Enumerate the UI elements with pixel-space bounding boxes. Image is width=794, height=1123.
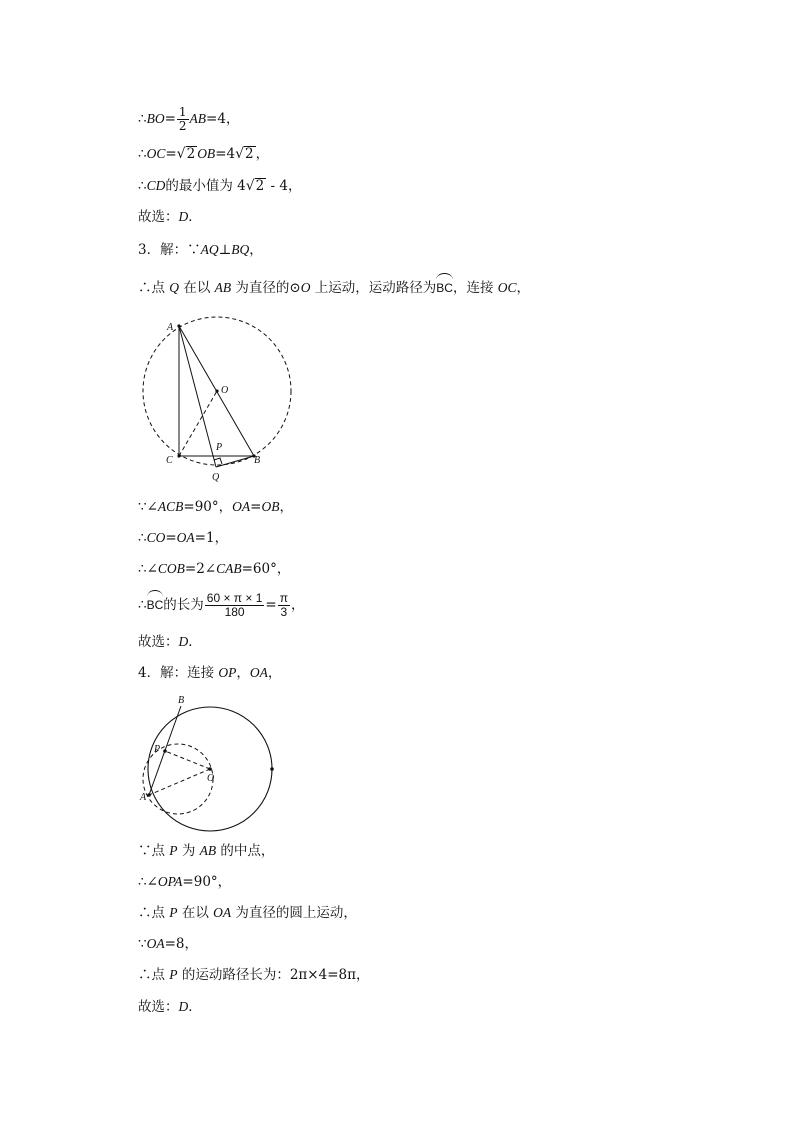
equals: = [265,597,277,613]
text: ， [291,597,305,613]
text: ， [236,665,250,681]
text: ， [267,665,282,681]
text: - 4， [266,178,302,194]
text: 上运动，运动路径为 [310,280,437,296]
sqrt-value: 2 [186,146,196,162]
var-q: Q [169,280,180,295]
text: ． [188,209,202,225]
var-oa: OA [232,499,251,514]
numerator: 60 × π × 1 [206,591,263,605]
text: =90°， [182,874,232,890]
label-p: P [216,442,223,453]
therefore-symbol: ∴ [138,530,147,546]
var-ab: AB [189,111,207,126]
question-4-head [138,664,281,682]
text: =4 [215,146,236,162]
line-arc-length [138,592,305,619]
text: 故选： [138,209,179,225]
therefore-symbol: ∴ [138,146,147,162]
text: 的运动路径长为：2π×4=8π， [177,967,370,983]
var-oa: OA [176,530,195,545]
figure-two-circles [136,692,282,832]
label-b: B [178,695,185,706]
var-oa: OA [146,936,165,951]
text: 的中点， [216,843,275,859]
var-p: P [169,967,178,982]
therefore-symbol: ∴ [138,597,147,613]
text: ∵点 [138,843,170,859]
var-bo: BO [146,111,165,126]
var-opa: OPA [157,874,183,889]
var-cd: CD [146,178,166,193]
text: =8， [164,936,198,952]
text: 为直径的圆上运动， [231,905,357,921]
line-path-length [138,966,369,984]
label-a: A [167,322,174,333]
therefore-angle: ∴∠ [138,561,158,577]
label-o: O [221,385,229,396]
answer-letter: D [178,999,189,1014]
var-op: OP [218,665,237,680]
var-ob: OB [197,146,216,161]
var-acb: ACB [157,499,184,514]
var-cob: COB [157,561,185,576]
point-o [215,389,218,392]
equals: = [164,111,176,127]
text: 的长为 [163,597,204,613]
point-o [208,767,212,771]
text: ． [188,999,202,1015]
fraction-half [177,106,189,133]
label-o: O [207,773,215,784]
label-a: A [140,792,147,803]
point-a [147,793,151,797]
therefore-angle: ∴∠ [138,874,158,890]
text: ， [279,499,293,515]
segment-aq [179,326,216,467]
text: =1， [194,530,229,546]
question-3-head [138,241,263,259]
text: ， [249,242,263,258]
fraction-arc [205,592,265,619]
numerator: 1 [178,105,187,119]
text: =90°， [183,499,233,515]
sqrt-value: 2 [255,178,265,194]
text: =2∠ [184,561,217,577]
var-oc: OC [497,280,517,295]
point-right [270,767,274,771]
point-p [163,749,167,753]
var-ab: AB [214,280,232,295]
sqrt-sign: √ [245,178,255,194]
var-perp: AQ⊥BQ [200,242,250,257]
var-oa: OA [213,905,232,920]
answer-letter: D [178,634,189,649]
text: ∴点 [138,967,170,983]
denominator: 180 [224,605,245,619]
arc-bc: BC [147,593,164,614]
sqrt-sign: √ [235,146,245,162]
line-cd [138,177,302,195]
var-ab: AB [199,843,217,858]
var-oa: OA [249,665,268,680]
line-circle-motion [138,904,357,922]
segment-op-dashed [165,751,210,769]
segment-co-dashed [179,391,217,456]
var-ob: OB [261,499,280,514]
text: =4， [206,111,240,127]
label-b: B [254,455,261,466]
text: ， [255,146,270,162]
label-c: C [166,455,173,466]
text: ． [188,634,202,650]
text: 在以 [179,280,215,296]
line-bo [138,106,239,133]
line-oa-8 [138,935,198,953]
segment-qb [216,456,254,467]
answer-line-1 [138,208,202,226]
numerator: π [279,591,289,605]
point-a [177,324,180,327]
arc-bc: BC [436,276,453,297]
line-cob [138,560,290,578]
label-p: P [154,744,161,755]
denominator: 2 [178,119,187,133]
text: 故选： [138,999,179,1015]
because-angle: ∵∠ [138,499,158,515]
equals: = [250,499,262,515]
fraction-pi-3 [278,592,290,619]
text: 4．解：连接 [138,665,219,681]
equals: = [165,530,177,546]
text: 为 [177,843,200,859]
text: 为直径的⊙ [231,280,301,296]
line-opa [138,873,231,891]
var-co: CO [146,530,166,545]
because-symbol: ∵ [138,936,147,952]
denominator: 3 [280,605,288,619]
sqrt-sign: √ [176,146,186,162]
equals: = [165,146,177,162]
figure-circle-triangle [136,310,302,486]
text: ∴点 [138,280,170,296]
text: ， [516,280,531,296]
text: =60°， [241,561,291,577]
var-p: P [169,905,178,920]
answer-line-3 [138,998,202,1016]
text: ∴点 [138,905,170,921]
text: 在以 [177,905,214,921]
var-cab: CAB [216,561,242,576]
var-oc: OC [146,146,166,161]
segment-oa-dashed [149,769,210,795]
question-3-line-2 [138,276,530,297]
label-q: Q [212,472,220,483]
answer-line-2 [138,633,202,651]
sqrt-value: 2 [245,146,254,162]
text: 3．解：∵ [138,242,201,258]
therefore-symbol: ∴ [138,111,147,127]
text: 的最小值为 4 [165,178,246,194]
line-oc [138,145,269,163]
answer-letter: D [178,209,189,224]
var-o: O [300,280,311,295]
point-c [177,454,180,457]
text: 故选： [138,634,179,650]
line-midpoint [138,842,274,860]
therefore-symbol: ∴ [138,178,147,194]
var-p: P [169,843,178,858]
line-co [138,529,228,547]
text: ，连接 [452,280,498,296]
line-acb [138,498,293,516]
